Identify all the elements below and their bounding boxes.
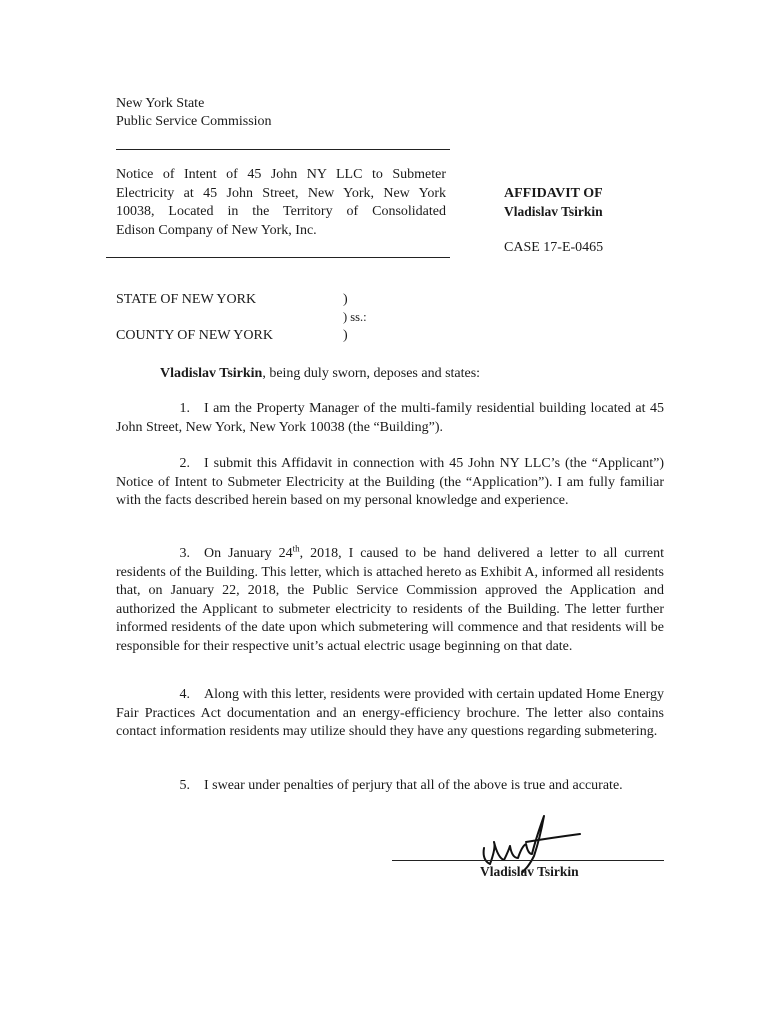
intro-text: , being duly sworn, deposes and states: bbox=[262, 366, 481, 381]
notice-line-4: Edison Company of New York, Inc. bbox=[116, 222, 317, 238]
paragraph-5 bbox=[116, 777, 664, 796]
header-line-1: New York State bbox=[116, 96, 205, 111]
venue-state: STATE OF NEW YORK bbox=[116, 292, 257, 307]
paragraph-3-text-a: On January 24 bbox=[204, 546, 293, 561]
signatory-name: Vladislav Tsirkin bbox=[480, 864, 579, 879]
caption-top-rule bbox=[116, 149, 450, 150]
affiant-name-title: Vladislav Tsirkin bbox=[504, 204, 603, 219]
paragraph-1-text: I am the Property Manager of the multi-family residential building located at 45 John Street, New York, New York 10038 (the “Building”). bbox=[116, 401, 664, 435]
paragraph-1 bbox=[116, 400, 664, 437]
paragraph-2-number: 2. bbox=[179, 456, 190, 471]
intro-affiant-name: Vladislav Tsirkin bbox=[160, 366, 263, 381]
paragraph-3 bbox=[116, 545, 664, 656]
paragraph-3-number: 3. bbox=[179, 546, 190, 561]
venue-ss: ) ss.: bbox=[343, 310, 367, 324]
caption-notice bbox=[116, 166, 446, 240]
paragraph-5-text: I swear under penalties of perjury that all of the above is true and accurate. bbox=[204, 778, 623, 793]
header-line-2: Public Service Commission bbox=[116, 114, 272, 129]
venue-paren-3: ) bbox=[343, 328, 348, 343]
paragraph-3-text-b: , 2018, I caused to be hand delivered a letter to all current residents of the Building. This letter, which is attached hereto as Exhibit A, informed all residents that, on January 22, 2018, the Public Service Commission approved the Application and authorized the Applicant to submeter electricity to residents of the Building. The letter further informed residents of the date upon which submetering will commence and that residents will be responsible for their respective unit’s actual electric usage beginning on that date. bbox=[116, 546, 664, 654]
intro-statement bbox=[160, 366, 480, 382]
paragraph-5-number: 5. bbox=[179, 778, 190, 793]
notice-line-1: Notice of Intent of 45 John NY LLC to Submeter bbox=[116, 167, 446, 182]
paragraph-2 bbox=[116, 455, 664, 511]
paragraph-4-number: 4. bbox=[179, 687, 190, 702]
venue-county: COUNTY OF NEW YORK bbox=[116, 328, 273, 343]
venue-paren-1: ) bbox=[343, 292, 348, 307]
caption-bottom-rule bbox=[106, 257, 450, 258]
paragraph-2-text: I submit this Affidavit in connection with 45 John NY LLC’s (the “Applicant”) Notice of Intent to Submeter Electricity at the Building (the “Application”). I am fully familiar with the facts described herein based on my personal knowledge and experience. bbox=[116, 456, 664, 508]
notice-line-3: 10038, Located in the Territory of Consolidated bbox=[116, 204, 446, 219]
paragraph-1-number: 1. bbox=[179, 401, 190, 416]
signature-line bbox=[392, 860, 664, 861]
affidavit-title: AFFIDAVIT OF bbox=[504, 186, 603, 201]
paragraph-4-text: Along with this letter, residents were provided with certain updated Home Energy Fair Practices Act documentation and an energy-efficiency brochure. The letter also contains contact information residents may utilize should they have any questions regarding submetering. bbox=[116, 687, 664, 739]
notice-line-2: Electricity at 45 John Street, New York, New York bbox=[116, 185, 446, 201]
case-number: CASE 17-E-0465 bbox=[504, 240, 604, 255]
paragraph-3-sup: th bbox=[292, 543, 300, 554]
paragraph-4 bbox=[116, 686, 664, 742]
